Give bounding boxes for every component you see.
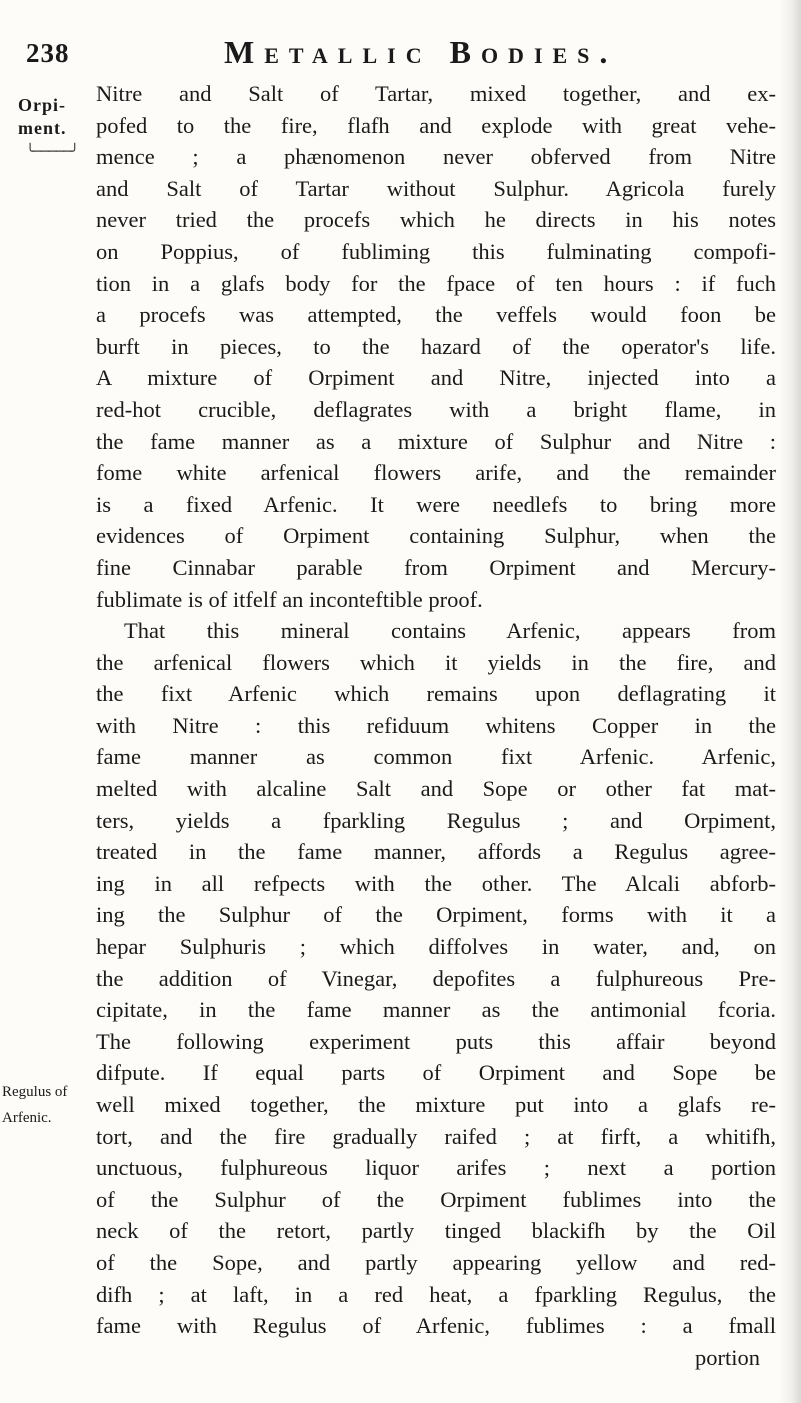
text-line: difpute. If equal parts of Orpiment and Sope be: [96, 1060, 776, 1086]
text-line: difh ; at laft, in a red heat, a fparkling Regulus, the: [96, 1281, 776, 1307]
paragraph-first-line: That this mineral contains Arfenic, appears from: [124, 618, 776, 644]
text-line: well mixed together, the mixture put into a glafs re-: [96, 1092, 776, 1117]
margin-brace-mark: ╰─────╯: [26, 144, 79, 160]
text-line: A mixture of Orpiment and Nitre, injected into a: [96, 365, 776, 391]
margin-note: [2, 1079, 92, 1131]
text-line: The following experiment puts this affair beyond: [96, 1028, 776, 1054]
text-line: Nitre and Salt of Tartar, mixed together, and ex-: [96, 81, 776, 106]
text-line: tort, and the fire gradually raifed ; at firft, a whitifh,: [96, 1123, 776, 1149]
margin-heading-line: ment.: [18, 118, 67, 138]
text-line: burft in pieces, to the hazard of the operator's life.: [96, 333, 776, 359]
text-line: the fixt Arfenic which remains upon deflagrating it: [96, 681, 776, 707]
margin-heading-line: Orpi-: [18, 95, 66, 115]
catchword: portion: [695, 1344, 760, 1370]
text-line: a procefs was attempted, the veffels would foon be: [96, 302, 776, 328]
margin-note-line: Arfenic.: [2, 1110, 52, 1126]
text-line: fome white arfenical flowers arife, and the remainder: [96, 460, 776, 486]
text-line: hepar Sulphuris ; which diffolves in water, and, on: [96, 934, 776, 960]
text-line: melted with alcaline Salt and Sope or other fat mat-: [96, 776, 776, 802]
text-line: fublimate is of itfelf an inconteftible proof.: [96, 586, 483, 612]
text-line: cipitate, in the fame manner as the antimonial fcoria.: [96, 997, 776, 1023]
text-line: evidences of Orpiment containing Sulphur, when the: [96, 523, 776, 549]
text-line: ing the Sulphur of the Orpiment, forms with it a: [96, 902, 776, 928]
margin-section-heading: [18, 94, 98, 140]
text-line: unctuous, fulphureous liquor arifes ; next a portion: [96, 1155, 776, 1181]
text-line: tion in a glafs body for the fpace of ten hours : if fuch: [96, 270, 776, 296]
text-line: treated in the fame manner, affords a Regulus agree-: [96, 839, 776, 865]
text-line: the addition of Vinegar, depofites a fulphureous Pre-: [96, 965, 776, 991]
text-line: is a fixed Arfenic. It were needlefs to bring more: [96, 491, 776, 517]
text-line: the fame manner as a mixture of Sulphur and Nitre :: [96, 428, 776, 454]
text-line: fine Cinnabar parable from Orpiment and Mercury-: [96, 554, 776, 580]
text-line: with Nitre : this refiduum whitens Copper in the: [96, 712, 776, 738]
text-line: pofed to the fire, flafh and explode with great vehe-: [96, 112, 776, 138]
text-line: fame with Regulus of Arfenic, fublimes : a fmall: [96, 1313, 776, 1339]
margin-note-line: Regulus of: [2, 1084, 68, 1100]
text-line: on Poppius, of fubliming this fulminating compofi-: [96, 238, 776, 264]
text-line: of the Sope, and partly appearing yellow and red-: [96, 1249, 776, 1275]
running-head: Metallic Bodies.: [224, 34, 618, 70]
text-line: neck of the retort, partly tinged blackifh by the Oil: [96, 1218, 776, 1244]
page-number: 238: [26, 38, 70, 68]
body-text: [96, 78, 776, 1373]
page-edge-shadow: [779, 0, 801, 1403]
text-line: mence ; a phænomenon never obferved from Nitre: [96, 144, 776, 170]
text-line: ing in all refpects with the other. The Alcali abforb-: [96, 870, 776, 896]
text-line: the arfenical flowers which it yields in the fire, and: [96, 649, 776, 675]
text-line: fame manner as common fixt Arfenic. Arfenic,: [96, 744, 776, 770]
text-line: ters, yields a fparkling Regulus ; and Orpiment,: [96, 807, 776, 833]
text-line: and Salt of Tartar without Sulphur. Agricola furely: [96, 175, 776, 201]
text-line: never tried the procefs which he directs in his notes: [96, 207, 776, 233]
text-line: red-hot crucible, deflagrates with a bright flame, in: [96, 396, 776, 422]
text-line: of the Sulphur of the Orpiment fublimes into the: [96, 1186, 776, 1212]
